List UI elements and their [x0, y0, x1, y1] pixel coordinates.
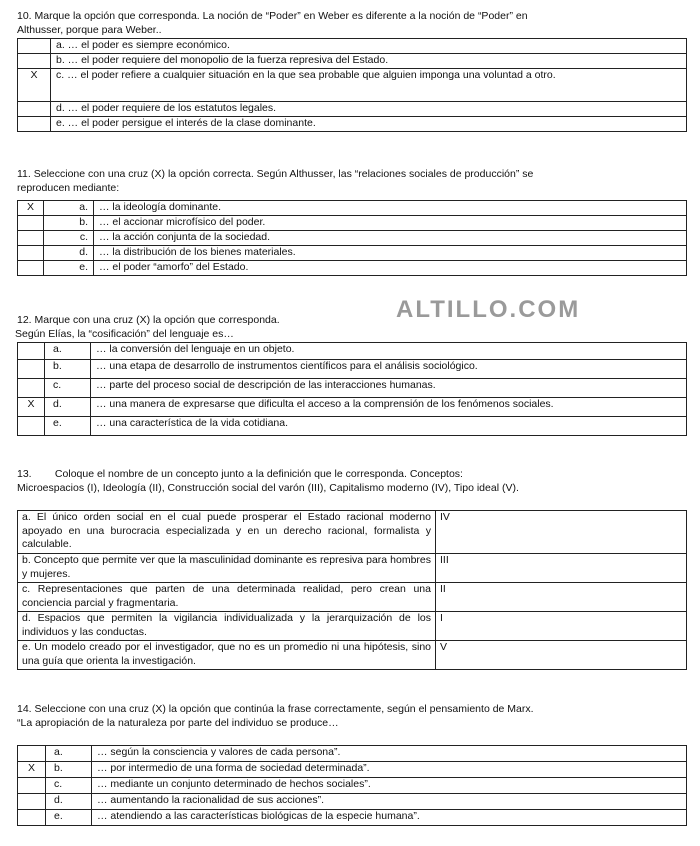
question-13-definitions-table [17, 510, 687, 670]
option-row [18, 762, 687, 778]
option-row [18, 54, 687, 69]
option-text: … mediante un conjunto determinado de hechos sociales”. [92, 778, 687, 794]
definition-text: c. Representaciones que parten de una determinada realidad, pero crean una conciencia parcial y fragmentaria. [18, 583, 436, 612]
answer-mark-cell[interactable] [18, 216, 44, 231]
option-letter: e. [45, 417, 91, 436]
answer-mark-cell[interactable]: X [18, 69, 51, 102]
definition-row [18, 583, 687, 612]
answer-mark-cell[interactable] [18, 102, 51, 117]
option-letter: c. [46, 778, 92, 794]
option-row [18, 231, 687, 246]
question-12-line-1: 12. Marque con una cruz (X) la opción que corresponda. [17, 314, 280, 326]
answer-mark-cell[interactable] [18, 231, 44, 246]
option-text: c. … el poder refiere a cualquier situación en la que sea probable que alguien imponga una voluntad a otro. [51, 69, 687, 102]
option-text: … el accionar microfísico del poder. [94, 216, 687, 231]
answer-mark-cell[interactable] [18, 343, 45, 360]
answer-mark-cell[interactable] [18, 261, 44, 276]
question-14-line-2: “La apropiación de la naturaleza por parte del individuo se produce… [17, 716, 339, 729]
option-text: … una manera de expresarse que dificulta el acceso a la comprensión de los fenómenos sociales. [91, 398, 687, 417]
definition-text: a. El único orden social en el cual puede prosperar el Estado racional moderno apoyado en una burocracia especializada y en un derecho racional, formalista y calculable. [18, 511, 436, 554]
definition-row [18, 554, 687, 583]
question-14-prompt [17, 703, 687, 730]
answer-mark-cell[interactable] [18, 417, 45, 436]
definition-row [18, 511, 687, 554]
definition-text: b. Concepto que permite ver que la masculinidad dominante es represiva para hombres y mujeres. [18, 554, 436, 583]
option-letter: b. [46, 762, 92, 778]
answer-mark-cell[interactable]: X [18, 398, 45, 417]
option-row [18, 398, 687, 417]
answer-mark-cell[interactable] [18, 39, 51, 54]
question-12-line-2: Según Elías, la “cosificación” del lenguaje es… [15, 327, 234, 340]
option-text: … una etapa de desarrollo de instrumentos científicos para el análisis sociológico. [91, 360, 687, 379]
option-text: … según la consciencia y valores de cada persona”. [92, 746, 687, 762]
option-text: … el poder “amorfo” del Estado. [94, 261, 687, 276]
question-14-line-1: 14. Seleccione con una cruz (X) la opción que continúa la frase correctamente, según el pensamiento de Marx. [17, 703, 534, 715]
option-row [18, 778, 687, 794]
option-row [18, 379, 687, 398]
option-text: … atendiendo a las características biológicas de la especie humana”. [92, 810, 687, 826]
option-row [18, 360, 687, 379]
question-11-prompt [17, 168, 687, 195]
question-11-line-1: 11. Seleccione con una cruz (X) la opción correcta. Según Althusser, las “relaciones sociales de producción” se [17, 168, 534, 180]
option-text: b. … el poder requiere del monopolio de la fuerza represiva del Estado. [51, 54, 687, 69]
option-letter: c. [44, 231, 94, 246]
option-row [18, 216, 687, 231]
option-text: … la acción conjunta de la sociedad. [94, 231, 687, 246]
definition-row [18, 612, 687, 641]
option-row [18, 810, 687, 826]
answer-mark-cell[interactable]: X [18, 201, 44, 216]
option-letter: a. [45, 343, 91, 360]
option-letter: a. [44, 201, 94, 216]
concept-answer-cell[interactable]: III [436, 554, 687, 583]
option-letter: b. [44, 216, 94, 231]
option-text: … la conversión del lenguaje en un objeto. [91, 343, 687, 360]
option-row [18, 102, 687, 117]
option-row [18, 794, 687, 810]
option-text: … parte del proceso social de descripción de las interacciones humanas. [91, 379, 687, 398]
concept-answer-cell[interactable]: II [436, 583, 687, 612]
option-letter: d. [44, 246, 94, 261]
answer-mark-cell[interactable] [18, 746, 46, 762]
option-letter: a. [46, 746, 92, 762]
answer-mark-cell[interactable] [18, 246, 44, 261]
question-12-prompt [17, 314, 687, 341]
option-letter: d. [45, 398, 91, 417]
question-14-options-table [17, 745, 687, 826]
option-text: … una característica de la vida cotidiana. [91, 417, 687, 436]
option-row [18, 201, 687, 216]
concept-answer-cell[interactable]: I [436, 612, 687, 641]
option-row [18, 746, 687, 762]
altillo-watermark: ALTILLO.COM [396, 296, 581, 323]
option-text: … por intermedio de una forma de sociedad determinada”. [92, 762, 687, 778]
option-text: … la distribución de los bienes materiales. [94, 246, 687, 261]
answer-mark-cell[interactable] [18, 778, 46, 794]
option-text: e. … el poder persigue el interés de la clase dominante. [51, 117, 687, 132]
definition-text: d. Espacios que permiten la vigilancia individualizada y la jerarquización de los individuos y las conductas. [18, 612, 436, 641]
answer-mark-cell[interactable] [18, 810, 46, 826]
option-letter: e. [44, 261, 94, 276]
option-row [18, 343, 687, 360]
definition-row [18, 641, 687, 670]
option-row [18, 246, 687, 261]
question-11-options-table [17, 200, 687, 276]
answer-mark-cell[interactable] [18, 794, 46, 810]
answer-mark-cell[interactable]: X [18, 762, 46, 778]
option-row [18, 261, 687, 276]
question-11-line-2: reproducen mediante: [17, 181, 120, 194]
concept-answer-cell[interactable]: V [436, 641, 687, 670]
question-10-line-1: 10. Marque la opción que corresponda. La noción de “Poder” en Weber es diferente a la noción de “Poder” en [17, 10, 528, 22]
option-letter: c. [45, 379, 91, 398]
answer-mark-cell[interactable] [18, 360, 45, 379]
option-row [18, 117, 687, 132]
question-13-prompt [17, 468, 687, 495]
definition-text: e. Un modelo creado por el investigador, que no es un promedio ni una hipótesis, sino una guía que orienta la investigación. [18, 641, 436, 670]
answer-mark-cell[interactable] [18, 54, 51, 69]
option-letter: e. [46, 810, 92, 826]
question-10-options-table [17, 38, 687, 132]
question-10-line-2: Althusser, porque para Weber.. [17, 23, 162, 36]
option-row [18, 417, 687, 436]
answer-mark-cell[interactable] [18, 379, 45, 398]
question-13-line-1: 13. Coloque el nombre de un concepto junto a la definición que le corresponda. Conceptos: [17, 468, 463, 480]
question-12-options-table [17, 342, 687, 436]
option-text: d. … el poder requiere de los estatutos legales. [51, 102, 687, 117]
concept-answer-cell[interactable]: IV [436, 511, 687, 554]
option-text: … aumentando la racionalidad de sus acciones”. [92, 794, 687, 810]
option-text: a. … el poder es siempre económico. [51, 39, 687, 54]
option-letter: d. [46, 794, 92, 810]
question-13-line-2: Microespacios (I), Ideología (II), Construcción social del varón (III), Capitalismo moderno (IV), Tipo ideal (V). [17, 481, 519, 494]
question-10-prompt [17, 10, 687, 37]
answer-mark-cell[interactable] [18, 117, 51, 132]
option-letter: b. [45, 360, 91, 379]
option-row [18, 69, 687, 102]
option-row [18, 39, 687, 54]
option-text: … la ideología dominante. [94, 201, 687, 216]
